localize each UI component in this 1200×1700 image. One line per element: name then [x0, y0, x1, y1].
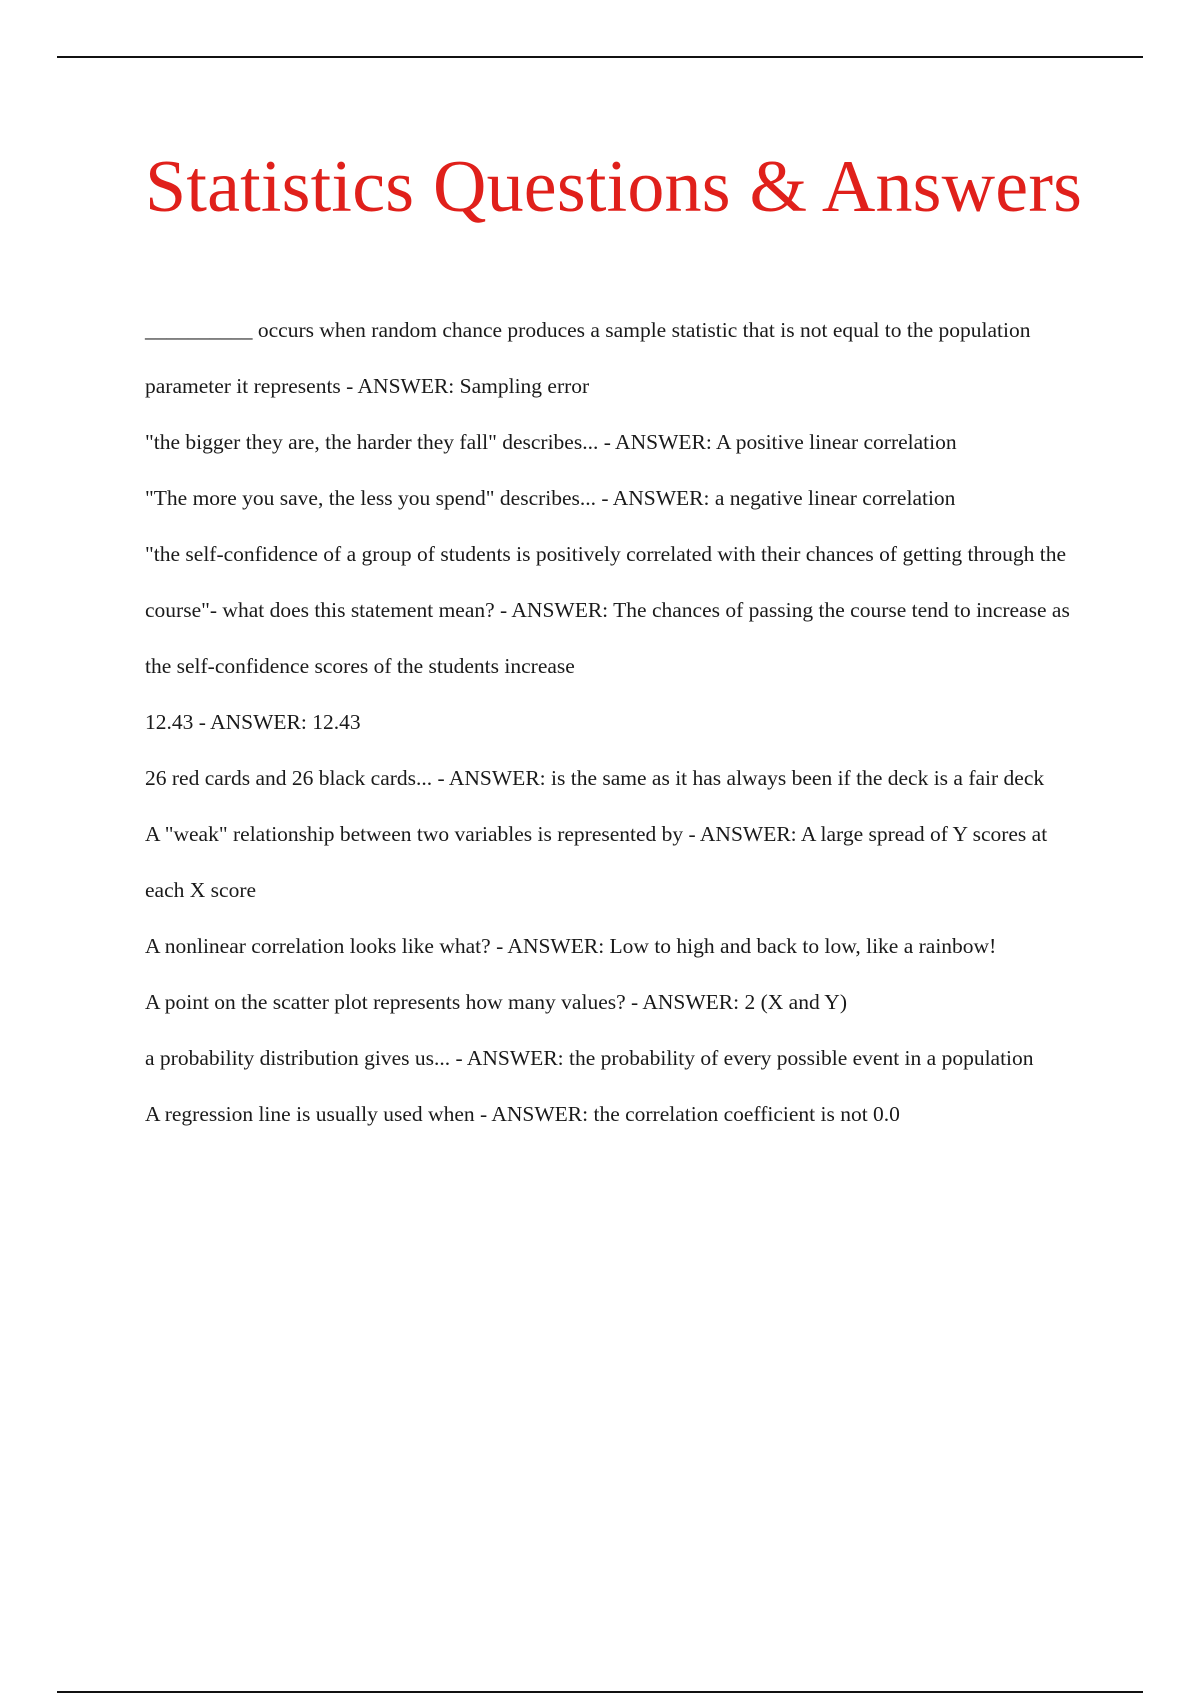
qa-item: __________ occurs when random chance produces a sample statistic that is not equal to the population parameter it represents - ANSWER: Sampling error	[145, 318, 1031, 398]
qa-item: "The more you save, the less you spend" describes... - ANSWER: a negative linear correlation	[145, 486, 956, 510]
page-title: Statistics Questions & Answers	[145, 146, 1083, 228]
bottom-rule	[57, 1691, 1143, 1693]
qa-list	[145, 302, 1085, 1142]
qa-item: A "weak" relationship between two variables is represented by - ANSWER: A large spread of Y scores at each X score	[145, 822, 1048, 902]
qa-item: A regression line is usually used when - ANSWER: the correlation coefficient is not 0.0	[145, 1102, 900, 1126]
qa-item: A point on the scatter plot represents how many values? - ANSWER: 2 (X and Y)	[145, 990, 847, 1014]
qa-item: "the self-confidence of a group of students is positively correlated with their chances of getting through the course"- what does this statement mean? - ANSWER: The chances of passing the course tend to increase as the self-confidence scores of the students increase	[145, 542, 1070, 678]
top-rule	[57, 56, 1143, 58]
qa-item: a probability distribution gives us... - ANSWER: the probability of every possible event in a population	[145, 1046, 1034, 1070]
qa-item: A nonlinear correlation looks like what? - ANSWER: Low to high and back to low, like a rainbow!	[145, 934, 997, 958]
qa-item: 12.43 - ANSWER: 12.43	[145, 710, 361, 734]
qa-item: 26 red cards and 26 black cards... - ANSWER: is the same as it has always been if the deck is a fair deck	[145, 766, 1045, 790]
qa-item: "the bigger they are, the harder they fall" describes... - ANSWER: A positive linear correlation	[145, 430, 957, 454]
